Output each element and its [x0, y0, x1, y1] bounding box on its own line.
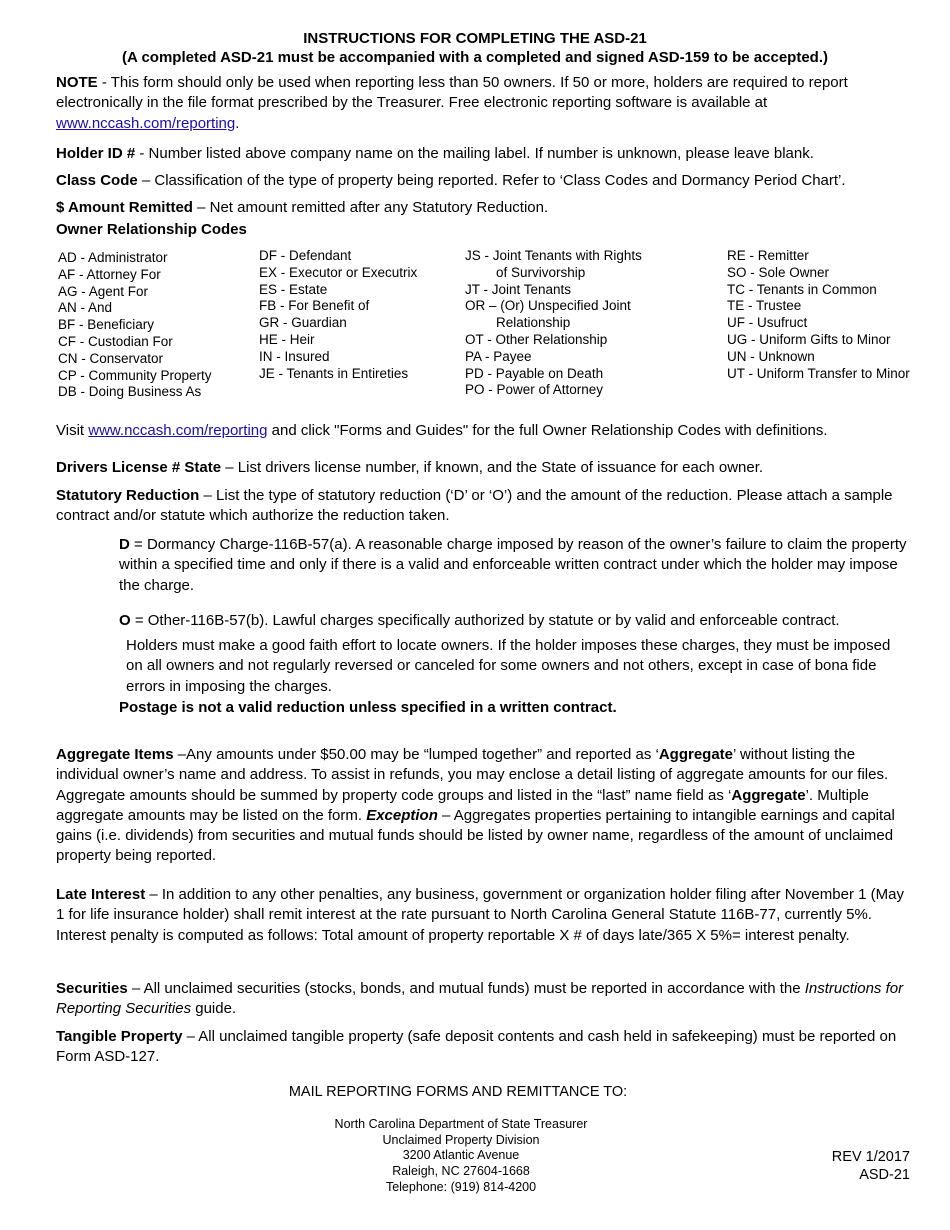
holders-note: Holders must make a good faith effort to locate owners. If the holder imposes these charges, they must be imposed on all owners and not regularly reversed or canceled for some owners and not others, except in case of bona fide errors in imposing the charges.	[126, 637, 891, 695]
code-item: RE - Remitter	[727, 248, 809, 263]
code-item: SO - Sole Owner	[727, 264, 830, 280]
code-item: FB - For Benefit of	[259, 298, 370, 314]
code-item: UN - Unknown	[727, 348, 815, 364]
code-item: ES - Estate	[259, 281, 328, 297]
code-item: JS - Joint Tenants with Rights	[465, 248, 642, 263]
code-item: AF - Attorney For	[58, 266, 161, 282]
code-item: UG - Uniform Gifts to Minor	[727, 331, 891, 347]
code-item: AD - Administrator	[58, 250, 168, 265]
amount-remitted-paragraph: $ Amount Remitted – Net amount remitted after any Statutory Reduction.	[56, 199, 549, 216]
reporting-link[interactable]: www.nccash.com/reporting	[56, 114, 236, 132]
tangible-property-paragraph: Tangible Property – All unclaimed tangible property (safe deposit contents and cash held in safekeeping) must be reported on Form ASD-127.	[56, 1028, 897, 1066]
code-item: of Survivorship	[496, 264, 586, 280]
code-item: JE - Tenants in Entireties	[259, 365, 409, 381]
code-item: BF - Beneficiary	[58, 317, 155, 333]
code-item: EX - Executor or Executrix	[259, 264, 418, 280]
code-item: TC - Tenants in Common	[727, 281, 877, 297]
statutory-reduction-paragraph: Statutory Reduction – List the type of statutory reduction (‘D’ or ‘O’) and the amount of the reduction. Please attach a sample contract and/or statute which authorize the reduction taken.	[56, 487, 893, 525]
owner-codes-col-4	[727, 248, 910, 382]
code-item: AN - And	[58, 300, 113, 316]
code-item: AG - Agent For	[58, 283, 149, 299]
mailing-address: North Carolina Department of State Treasurer Unclaimed Property Division 3200 Atlantic Avenue Raleigh, NC 27604-1668 Telephone: (919) 814-4200	[334, 1117, 588, 1194]
code-item: UF - Usufruct	[727, 315, 808, 331]
mail-heading: MAIL REPORTING FORMS AND REMITTANCE TO:	[288, 1084, 628, 1100]
code-item: DF - Defendant	[259, 248, 352, 263]
note-paragraph: NOTE - This form should only be used when reporting less than 50 owners. If 50 or more, holders are required to report electronically in the file format prescribed by the Treasurer. Free electronic reporting software is available at www.nccash.com/reporting.	[56, 74, 848, 132]
owner-codes-col-3	[465, 248, 642, 399]
code-item: IN - Insured	[259, 348, 330, 364]
code-item: Relationship	[496, 315, 571, 331]
forms-guides-link[interactable]: www.nccash.com/reporting	[88, 422, 268, 439]
drivers-license-paragraph: Drivers License # State – List drivers license number, if known, and the State of issuance for each owner.	[56, 459, 764, 476]
code-item: OR – (Or) Unspecified Joint	[465, 298, 631, 314]
aggregate-items-paragraph: Aggregate Items –Any amounts under $50.00 may be “lumped together” and reported as ‘Aggregate’ without listing the individual owner’s name and address. To assist in refunds, you may enclose a detail listing of aggregate amounts for our files. Aggregate amounts should be summed by property code groups and listed in the “last” name field as ‘Aggregate’. Multiple aggregate amounts may be listed on the form. Exception – Aggregates properties pertaining to intangible earnings and capital gains (i.e. dividends) from securities and mutual funds should be listed by owner name, regardless of the amount of unclaimed property being reported.	[56, 746, 895, 865]
postage-note: Postage is not a valid reduction unless specified in a written contract.	[119, 699, 617, 716]
code-item: PD - Payable on Death	[465, 365, 604, 381]
owner-codes-col-1	[58, 250, 212, 401]
d-reduction-item: D = Dormancy Charge-116B-57(a). A reasonable charge imposed by reason of the owner’s failure to claim the property within a specified time and only if there is a valid and enforceable written contract under which the holder may impose the charge.	[119, 536, 907, 594]
holder-id-paragraph: Holder ID # - Number listed above company name on the mailing label. If number is unknown, please leave blank.	[56, 145, 814, 162]
code-item: CP - Community Property	[58, 367, 212, 383]
code-item: GR - Guardian	[259, 315, 347, 331]
o-reduction-item: O = Other-116B-57(b). Lawful charges specifically authorized by statute or by valid and enforceable contract.	[119, 612, 840, 629]
owner-codes-col-2	[259, 248, 417, 382]
form-revision: REV 1/2017 ASD-21	[831, 1149, 910, 1183]
late-interest-paragraph: Late Interest – In addition to any other penalties, any business, government or organization holder filing after November 1 (May 1 for life insurance holder) shall remit interest at the rate pursuant to North Carolina General Statute 116B-77, currently 5%. Interest penalty is computed as follows: Total amount of property reportable X # of days late/365 X 5%= interest penalty.	[56, 886, 904, 944]
code-item: HE - Heir	[259, 331, 315, 347]
class-code-paragraph: Class Code – Classification of the type of property being reported. Refer to ‘Class Codes and Dormancy Period Chart’.	[56, 172, 846, 189]
visit-paragraph: Visit www.nccash.com/reporting and click "Forms and Guides" for the full Owner Relationship Codes with definitions.	[56, 422, 828, 439]
code-item: PO - Power of Attorney	[465, 382, 604, 398]
code-item: OT - Other Relationship	[465, 331, 608, 347]
securities-paragraph: Securities – All unclaimed securities (stocks, bonds, and mutual funds) must be reported in accordance with the Instructions for Reporting Securities guide.	[56, 980, 904, 1018]
code-item: TE - Trustee	[727, 298, 802, 314]
code-item: PA - Payee	[465, 348, 532, 364]
page-title: INSTRUCTIONS FOR COMPLETING THE ASD-21 (A completed ASD-21 must be accompanied with a completed and signed ASD-159 to be accepted.)	[122, 30, 828, 66]
code-item: JT - Joint Tenants	[465, 281, 572, 297]
code-item: DB - Doing Business As	[58, 384, 202, 400]
code-item: CN - Conservator	[58, 350, 164, 366]
code-item: CF - Custodian For	[58, 333, 173, 349]
code-item: UT - Uniform Transfer to Minor	[727, 365, 910, 381]
owner-codes-heading: Owner Relationship Codes	[56, 221, 247, 238]
